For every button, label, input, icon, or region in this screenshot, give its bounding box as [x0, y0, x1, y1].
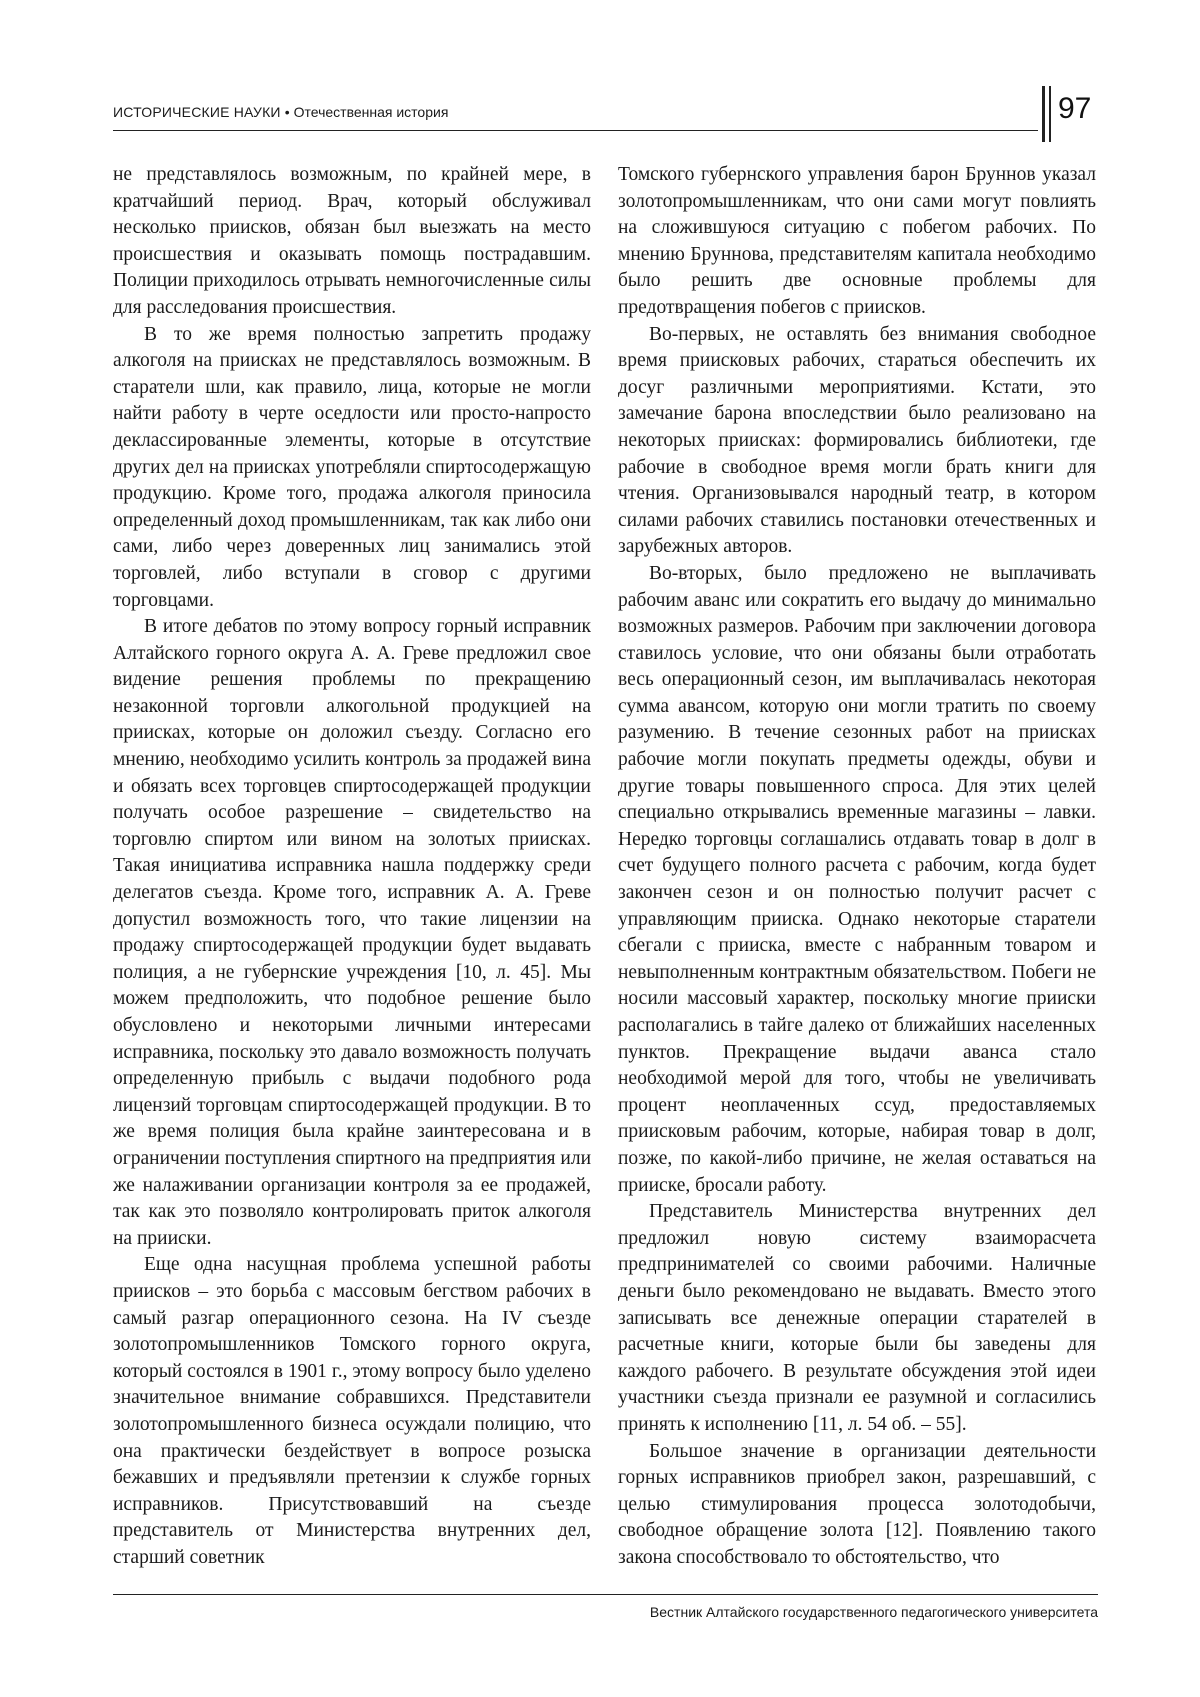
footer-journal-title: Вестник Алтайского государственного педагогического университета	[649, 1604, 1098, 1620]
paragraph: В итоге дебатов по этому вопросу горный исправник Алтайского горного округа А. А. Греве предложил свое видение решения проблемы по прекращению незаконной торговли алкогольной продукцией на приисках, которые он доложил съезду. Согласно его мнению, необходимо усилить контроль за продажей вина и обязать всех торговцев спиртосодержащей продукции получать особое разрешение – свидетельство на торговлю спиртом или вином на золотых приисках. Такая инициатива исправника нашла поддержку среди делегатов съезда. Кроме того, исправник А. А. Греве допустил возможность того, что такие лицензии на продажу спиртосодержащей продукции будет выдавать полиция, а не губернские учреждения [10, л. 45]. Мы можем предположить, что подобное решение было обусловлено и некоторыми личными интересами исправника, поскольку это давало возможность получать определенную прибыль с выдачи подобного рода лицензий торговцам спиртосодержащей продукции. В то же время полиция была крайне заинтересована и в ограничении поступления спиртного на предприятия или же налаживании организации контроля за ее продажей, так как это позволяло контролировать приток алкоголя на прииски.	[113, 616, 591, 1249]
right-column	[618, 162, 1096, 1571]
paragraph: не представлялось возможным, по крайней мере, в кратчайший период. Врач, который обслуживал несколько приисков, обязан был выезжать на место происшествия и оказывать помощь пострадавшим. Полиции приходилось отрывать немногочисленные силы для расследования происшествия.	[113, 164, 591, 318]
subsection-name: Отечественная история	[293, 104, 449, 120]
header-bullet: •	[284, 104, 290, 120]
running-header	[113, 96, 1038, 132]
header-section-title	[113, 104, 448, 120]
paragraph: Представитель Министерства внутренних дел предложил новую систему взаиморасчета предпринимателей со своими рабочими. Наличные деньги было рекомендовано не выдавать. Вместо этого записывать все денежные операции старателей в расчетные книги, которые были бы заведены для каждого рабочего. В результате обсуждения этой идеи участники съезда признали ее разумной и согласились принять к исполнению [11, л. 54 об. – 55].	[618, 1201, 1096, 1435]
left-column	[113, 162, 591, 1571]
paragraph: Большое значение в организации деятельности горных исправников приобрел закон, разрешавший, с целью стимулирования процесса золотодобычи, свободное обращение золота [12]. Появлению такого закона способствовало то обстоятельство, что	[618, 1440, 1096, 1568]
header-rule	[113, 130, 1038, 131]
paragraph: Еще одна насущная проблема успешной работы приисков – это борьба с массовым бегством рабочих в самый разгар операционного сезона. На IV съезде золотопромышленников Томского горного округа, который состоялся в 1901 г., этому вопросу было уделено значительное внимание собравшихся. Представители золотопромышленного бизнеса осуждали полицию, что она практически бездействует в вопросе розыска бежавших и предъявляли претензии к службе горных исправников. Присутствовавший на съезде представитель от Министерства внутренних дел, старший советник	[113, 1254, 591, 1568]
paragraph: Томского губернского управления барон Бруннов указал золотопромышленникам, что они сами могут повлиять на сложившуюся ситуацию с побегом рабочих. По мнению Бруннова, представителям капитала необходимо было решить две основные проблемы для предотвращения побегов с приисков.	[618, 164, 1096, 318]
section-name: ИСТОРИЧЕСКИЕ НАУКИ	[113, 104, 281, 120]
paragraph: В то же время полностью запретить продажу алкоголя на приисках не представлялось возможным. В старатели шли, как правило, лица, которые не могли найти работу в черте оседлости или просто-напросто деклассированные элементы, которые в отсутствие других дел на приисках употребляли спиртосодержащую продукцию. Кроме того, продажа алкоголя приносила определенный доход промышленникам, так как либо они сами, либо через доверенных лиц занимались этой торговлей, либо вступали в сговор с другими торговцами.	[113, 323, 591, 611]
paragraph: Во-вторых, было предложено не выплачивать рабочим аванс или сократить его выдачу до минимально возможных размеров. Рабочим при заключении договора ставилось условие, что они обязаны были отработать весь операционный сезон, им выплачивалась некоторая сумма авансом, которую они могли тратить по своему разумению. В течение сезонных работ на приисках рабочие могли покупать предметы одежды, обуви и другие товары повышенного спроса. Для этих целей специально открывались временные магазины – лавки. Нередко торговцы соглашались отдавать товар в долг в счет будущего полного расчета с рабочим, когда будет закончен сезон и он полностью получит расчет с управляющим прииска. Однако некоторые старатели сбегали с прииска, вместе с набранным товаром и невыполненным контрактным обязательством. Побеги не носили массовый характер, поскольку многие прииски располагались в тайге далеко от ближайших населенных пунктов. Прекращение выдачи аванса стало необходимой мерой для того, чтобы не увеличивать процент неоплаченных ссуд, предоставляемых приисковым рабочим, которые, набирая товар в долг, позже, по какой-либо причине, не желая оставаться на прииске, бросали работу.	[618, 562, 1096, 1196]
page-number-bar	[1042, 86, 1045, 142]
paragraph: Во-первых, не оставлять без внимания свободное время приисковых рабочих, стараться обеспечить их досуг различными мероприятиями. Кстати, это замечание барона впоследствии было реализовано на некоторых приисках: формировались библиотеки, где рабочие в свободное время могли брать книги для чтения. Организовывался народный театр, в котором силами рабочих ставились постановки отечественных и зарубежных авторов.	[618, 323, 1096, 558]
page-number: 97	[1058, 92, 1092, 125]
page-number-bar-thin	[1049, 86, 1051, 142]
footer-rule	[113, 1594, 1098, 1595]
